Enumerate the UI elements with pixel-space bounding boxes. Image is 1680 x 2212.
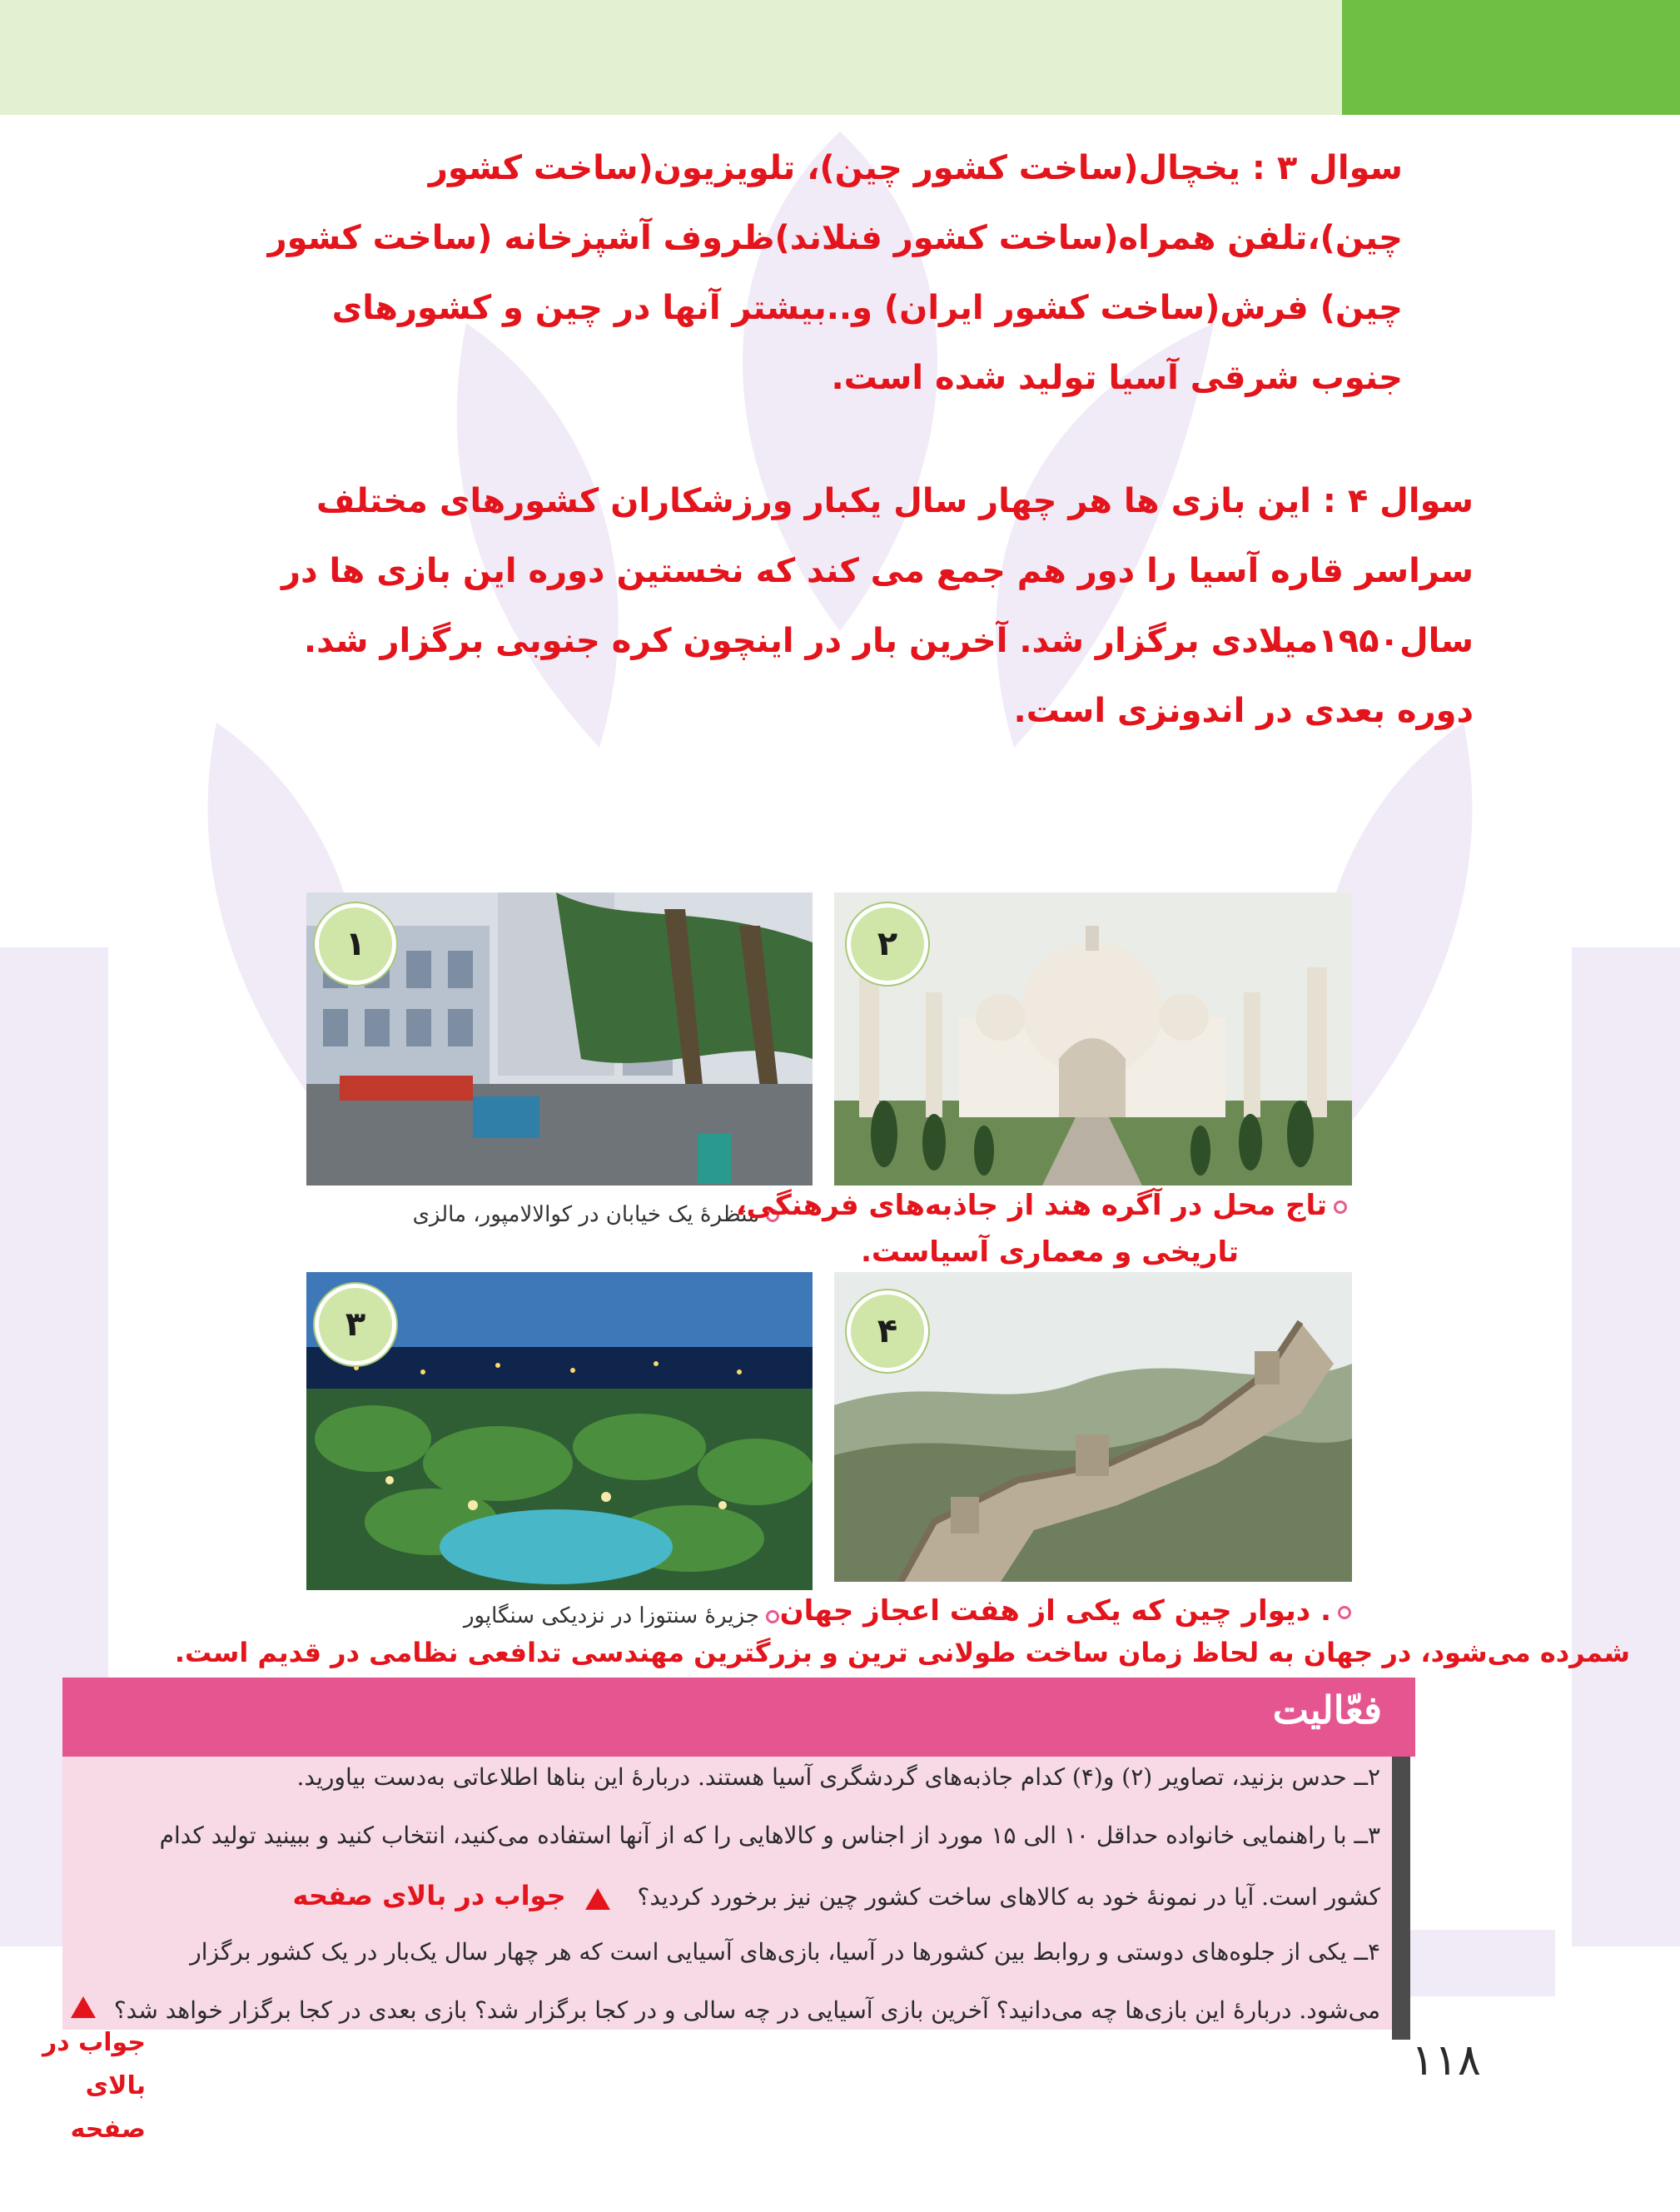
warning-triangle-icon bbox=[71, 1996, 96, 2018]
caption-photo-1 bbox=[413, 1202, 779, 1227]
caption-photo-1-text: منظرهٔ یک خیابان در کوالالامپور، مالزی bbox=[412, 1202, 759, 1227]
photo-number-badge-4: ۴ bbox=[847, 1290, 928, 1372]
activity-item-3-answer-note: جواب در بالای صفحه bbox=[292, 1880, 566, 1911]
caption-bullet-icon bbox=[1334, 1200, 1347, 1214]
photo-number-badge-1: ۱ bbox=[315, 903, 396, 985]
activity-item-2: ۲ــ حدس بزنید، تصاویر (۲) و(۴) کدام جاذبه‌های گردشگری آسیا هستند. دربارهٔ این بناها اطلاعاتی به‌دست بیاورید. bbox=[296, 1763, 1380, 1791]
caption-photo-3 bbox=[464, 1603, 779, 1628]
activity-title: فعّالیت bbox=[1272, 1688, 1382, 1732]
activity-item-4-line1: ۴ــ یکی از جلوه‌های دوستی و روابط بین کشورها در آسیا، بازی‌های آسیایی است که هر چهار سال یک‌بار در یک کشور برگزار bbox=[190, 1938, 1380, 1966]
answer-caption-photo-2-line1 bbox=[736, 1189, 1347, 1222]
answer-caption-photo-2-line2: تاریخی و معماری آسیاست. bbox=[860, 1235, 1239, 1269]
header-green-block bbox=[1342, 0, 1680, 115]
photo-number-badge-2: ۲ bbox=[847, 903, 928, 985]
header-band bbox=[0, 0, 1342, 115]
answer-caption-photo-4-line1-text: . دیوار چین که یکی از هفت اعجاز جهان bbox=[779, 1594, 1331, 1628]
warning-triangle-icon bbox=[585, 1888, 610, 1910]
answer-question-4: سوال ۴ : این بازی ها هر چهار سال یکبار ورزشکاران کشورهای مختلف سراسر قاره آسیا را دور هم جمع می کند که نخستین دوره این بازی ها در سال۱۹۵۰میلادی برگزار شد. آخرین بار در اینچون کره جنوبی برگزار شد. دوره بعدی در اندونزی است. bbox=[281, 482, 1474, 730]
activity-item-4-answer-line1: جواب در bbox=[42, 2028, 146, 2057]
activity-item-4-answer-line2: بالای صفحه bbox=[70, 2071, 146, 2144]
answer-caption-photo-4-line1 bbox=[780, 1594, 1351, 1628]
photo-number-badge-3: ۳ bbox=[315, 1284, 396, 1365]
caption-bullet-icon bbox=[1338, 1606, 1351, 1619]
page-number: ۱۱۸ bbox=[1411, 2036, 1481, 2085]
activity-item-3-line2 bbox=[293, 1880, 1380, 1911]
activity-item-4-line2: می‌شود. دربارهٔ این بازی‌ها چه می‌دانید؟ آخرین بازی آسیایی در چه سالی و در کجا برگزار شد؟ بازی بعدی در کجا برگزار خواهد شد؟ bbox=[113, 1996, 1380, 2024]
activity-item-3-line2-text: کشور است. آیا در نمونهٔ خود به کالاهای ساخت کشور چین نیز برخورد کردید؟ bbox=[637, 1883, 1380, 1911]
caption-bullet-icon bbox=[766, 1610, 779, 1623]
answer-caption-photo-4-line2: شمرده می‌شود، در جهان به لحاظ زمان ساخت طولانی ترین و بزرگترین مهندسی تدافعی نظامی در قدیم است. bbox=[174, 1637, 1630, 1668]
caption-photo-3-text: جزیرهٔ سنتوزا در نزدیکی سنگاپور bbox=[463, 1603, 759, 1628]
answer-caption-photo-2-line1-text: تاج محل در آگره هند از جاذبه‌های فرهنگی، bbox=[735, 1189, 1327, 1222]
activity-item-3-line1: ۳ــ با راهنمایی خانواده حداقل ۱۰ الی ۱۵ مورد از اجناس و کالاهایی را که از آنها استفاده می‌کنید، انتخاب کنید و ببینید تولید کدام bbox=[159, 1822, 1380, 1849]
activity-header bbox=[62, 1678, 1415, 1757]
activity-box-shadow bbox=[1392, 1757, 1410, 2040]
answer-question-3: سوال ۳ : یخچال(ساخت کشور چین)، تلویزیون(ساخت کشور چین)،تلفن همراه(ساخت کشور فنلاند)ظروف آشپزخانه (ساخت کشور چین) فرش(ساخت کشور ایران) و..بیشتر آنها در چین و کشورهای جنوب شرقی آسیا تولید شده است. bbox=[267, 149, 1403, 397]
activity-item-4-answer-note bbox=[37, 2021, 146, 2151]
